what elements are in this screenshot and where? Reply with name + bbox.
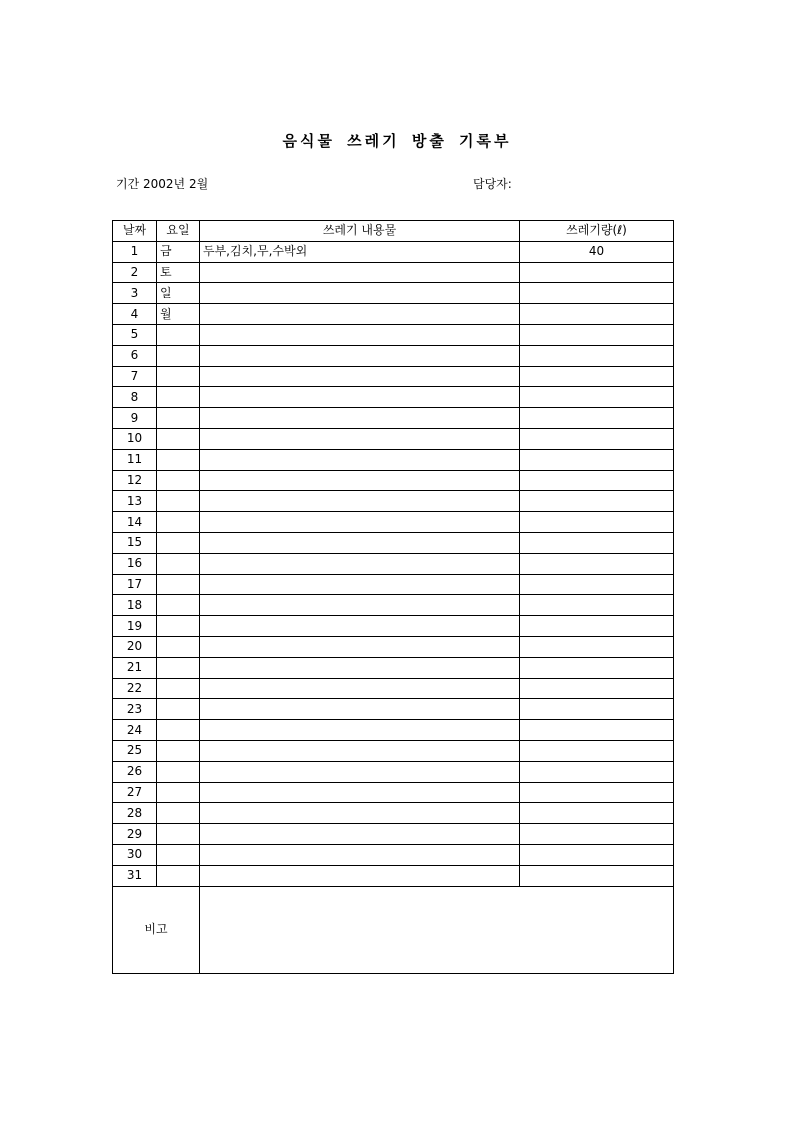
content-cell[interactable] [200, 740, 520, 761]
amount-cell[interactable] [520, 532, 674, 553]
day-cell: 26 [113, 761, 157, 782]
content-cell[interactable] [200, 532, 520, 553]
content-cell[interactable] [200, 803, 520, 824]
table-row [113, 512, 674, 533]
weekday-cell[interactable] [157, 428, 200, 449]
day-cell: 27 [113, 782, 157, 803]
weekday-cell[interactable]: 금 [157, 241, 200, 262]
table-row [113, 366, 674, 387]
header-content: 쓰레기 내용물 [200, 221, 520, 242]
content-cell[interactable] [200, 387, 520, 408]
amount-cell[interactable] [520, 470, 674, 491]
weekday-cell[interactable]: 일 [157, 283, 200, 304]
weekday-cell[interactable] [157, 345, 200, 366]
content-cell[interactable] [200, 616, 520, 637]
day-cell: 17 [113, 574, 157, 595]
amount-cell[interactable] [520, 636, 674, 657]
weekday-cell[interactable] [157, 720, 200, 741]
table-row [113, 408, 674, 429]
day-cell: 3 [113, 283, 157, 304]
day-cell: 1 [113, 241, 157, 262]
amount-cell[interactable] [520, 574, 674, 595]
table-row [113, 616, 674, 637]
content-cell[interactable] [200, 304, 520, 325]
day-cell: 2 [113, 262, 157, 283]
day-cell: 22 [113, 678, 157, 699]
amount-cell[interactable] [520, 803, 674, 824]
table-row [113, 283, 674, 304]
amount-cell[interactable] [520, 304, 674, 325]
table-row [113, 304, 674, 325]
content-cell[interactable] [200, 470, 520, 491]
weekday-cell[interactable] [157, 678, 200, 699]
weekday-cell[interactable] [157, 553, 200, 574]
weekday-cell[interactable] [157, 324, 200, 345]
weekday-cell[interactable] [157, 532, 200, 553]
table-row [113, 761, 674, 782]
day-cell: 6 [113, 345, 157, 366]
day-cell: 7 [113, 366, 157, 387]
amount-cell[interactable] [520, 262, 674, 283]
table-row [113, 636, 674, 657]
weekday-cell[interactable] [157, 761, 200, 782]
day-cell: 11 [113, 449, 157, 470]
table-row [113, 699, 674, 720]
content-cell[interactable] [200, 553, 520, 574]
content-cell[interactable] [200, 324, 520, 345]
content-cell[interactable] [200, 491, 520, 512]
table-row [113, 428, 674, 449]
content-cell[interactable] [200, 283, 520, 304]
weekday-cell[interactable] [157, 470, 200, 491]
content-cell[interactable] [200, 428, 520, 449]
table-row [113, 532, 674, 553]
content-cell[interactable] [200, 408, 520, 429]
content-cell[interactable] [200, 345, 520, 366]
table-row [113, 553, 674, 574]
amount-cell[interactable] [520, 824, 674, 845]
table-row [113, 345, 674, 366]
header-amount: 쓰레기량(ℓ) [520, 221, 674, 242]
manager-label: 담당자: [473, 177, 512, 191]
content-cell[interactable] [200, 595, 520, 616]
table-row [113, 387, 674, 408]
weekday-cell[interactable] [157, 449, 200, 470]
table-row [113, 241, 674, 262]
content-cell[interactable] [200, 782, 520, 803]
weekday-cell[interactable] [157, 740, 200, 761]
content-cell[interactable] [200, 678, 520, 699]
table-row [113, 824, 674, 845]
weekday-cell[interactable] [157, 616, 200, 637]
weekday-cell[interactable] [157, 595, 200, 616]
content-cell[interactable] [200, 449, 520, 470]
table-row [113, 844, 674, 865]
weekday-cell[interactable] [157, 512, 200, 533]
table-row [113, 803, 674, 824]
table-body [113, 241, 674, 886]
day-cell: 14 [113, 512, 157, 533]
day-cell: 5 [113, 324, 157, 345]
table-header-row [113, 221, 674, 242]
weekday-cell[interactable] [157, 782, 200, 803]
amount-cell[interactable] [520, 865, 674, 886]
weekday-cell[interactable] [157, 387, 200, 408]
table-row [113, 324, 674, 345]
page-title: 음식물 쓰레기 방출 기록부 [282, 132, 512, 150]
amount-cell[interactable] [520, 512, 674, 533]
amount-cell[interactable] [520, 283, 674, 304]
day-cell: 10 [113, 428, 157, 449]
day-cell: 4 [113, 304, 157, 325]
day-cell: 29 [113, 824, 157, 845]
weekday-cell[interactable]: 토 [157, 262, 200, 283]
day-cell: 31 [113, 865, 157, 886]
weekday-cell[interactable] [157, 824, 200, 845]
weekday-cell[interactable] [157, 865, 200, 886]
amount-cell[interactable] [520, 491, 674, 512]
amount-cell[interactable] [520, 699, 674, 720]
amount-cell[interactable] [520, 366, 674, 387]
header-day: 날짜 [113, 221, 157, 242]
content-cell[interactable] [200, 512, 520, 533]
amount-cell[interactable] [520, 782, 674, 803]
day-cell: 20 [113, 636, 157, 657]
table-row [113, 782, 674, 803]
weekday-cell[interactable] [157, 699, 200, 720]
remarks-field[interactable] [200, 886, 674, 973]
amount-cell[interactable] [520, 408, 674, 429]
header-weekday: 요일 [157, 221, 200, 242]
table-row [113, 740, 674, 761]
table-row [113, 720, 674, 741]
day-cell: 18 [113, 595, 157, 616]
content-cell[interactable] [200, 824, 520, 845]
table-row [113, 491, 674, 512]
amount-cell[interactable]: 40 [520, 241, 674, 262]
content-cell[interactable] [200, 720, 520, 741]
amount-cell[interactable] [520, 657, 674, 678]
remarks-label: 비고 [113, 886, 200, 973]
day-cell: 21 [113, 657, 157, 678]
day-cell: 30 [113, 844, 157, 865]
table-row [113, 678, 674, 699]
content-cell[interactable] [200, 636, 520, 657]
content-cell[interactable] [200, 574, 520, 595]
amount-cell[interactable] [520, 616, 674, 637]
content-cell[interactable] [200, 366, 520, 387]
weekday-cell[interactable] [157, 366, 200, 387]
waste-log-table [112, 220, 674, 974]
amount-cell[interactable] [520, 595, 674, 616]
amount-cell[interactable] [520, 324, 674, 345]
table-row [113, 470, 674, 491]
day-cell: 9 [113, 408, 157, 429]
day-cell: 28 [113, 803, 157, 824]
table-row [113, 449, 674, 470]
amount-cell[interactable] [520, 678, 674, 699]
amount-cell[interactable] [520, 428, 674, 449]
table-row [113, 657, 674, 678]
weekday-cell[interactable] [157, 657, 200, 678]
amount-cell[interactable] [520, 740, 674, 761]
day-cell: 13 [113, 491, 157, 512]
content-cell[interactable]: 두부,김치,무,수박외 [200, 241, 520, 262]
weekday-cell[interactable] [157, 636, 200, 657]
amount-cell[interactable] [520, 387, 674, 408]
day-cell: 19 [113, 616, 157, 637]
content-cell[interactable] [200, 657, 520, 678]
table-row [113, 595, 674, 616]
remarks-row [113, 886, 674, 973]
weekday-cell[interactable] [157, 408, 200, 429]
day-cell: 24 [113, 720, 157, 741]
content-cell[interactable] [200, 699, 520, 720]
amount-cell[interactable] [520, 345, 674, 366]
day-cell: 23 [113, 699, 157, 720]
table-row [113, 262, 674, 283]
amount-cell[interactable] [520, 449, 674, 470]
weekday-cell[interactable] [157, 491, 200, 512]
table-row [113, 865, 674, 886]
weekday-cell[interactable] [157, 574, 200, 595]
day-cell: 12 [113, 470, 157, 491]
table-row [113, 574, 674, 595]
content-cell[interactable] [200, 844, 520, 865]
day-cell: 25 [113, 740, 157, 761]
content-cell[interactable] [200, 262, 520, 283]
amount-cell[interactable] [520, 844, 674, 865]
weekday-cell[interactable] [157, 844, 200, 865]
amount-cell[interactable] [520, 720, 674, 741]
day-cell: 8 [113, 387, 157, 408]
content-cell[interactable] [200, 865, 520, 886]
amount-cell[interactable] [520, 553, 674, 574]
amount-cell[interactable] [520, 761, 674, 782]
weekday-cell[interactable] [157, 803, 200, 824]
content-cell[interactable] [200, 761, 520, 782]
period-label: 기간 2002년 2월 [116, 177, 209, 191]
weekday-cell[interactable]: 월 [157, 304, 200, 325]
day-cell: 15 [113, 532, 157, 553]
day-cell: 16 [113, 553, 157, 574]
